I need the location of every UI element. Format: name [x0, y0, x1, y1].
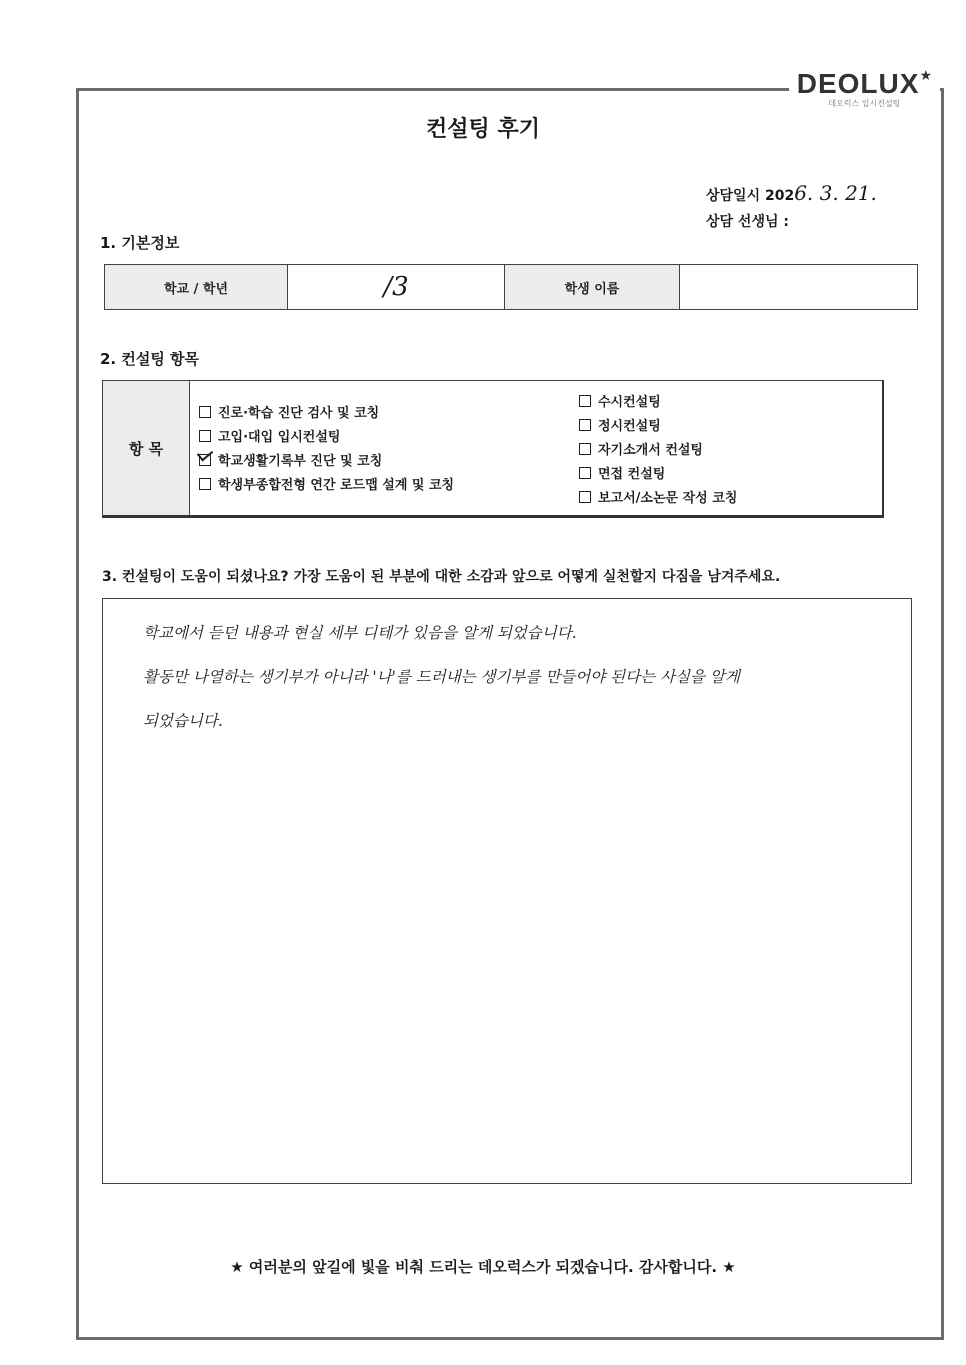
checkbox-icon	[579, 419, 591, 431]
answer-line: 학교에서 듣던 내용과 현실 세부 디테가 있음을 알게 되었습니다.	[143, 624, 577, 642]
checkbox-item[interactable]	[579, 391, 737, 415]
page-title: 컨설팅 후기	[426, 117, 540, 142]
school-grade-label: 학교 / 학년	[105, 265, 288, 310]
student-name-label: 학생 이름	[505, 265, 680, 310]
checkbox-label: 진로·학습 진단 검사 및 코칭	[218, 406, 380, 421]
checked-checkbox-icon	[199, 454, 211, 466]
school-grade-value: /3	[383, 272, 409, 302]
brand-name: DEOLUX	[796, 68, 920, 99]
section2-heading: 2. 컨설팅 항목	[100, 350, 200, 368]
checkbox-label: 면접 컨설팅	[598, 467, 666, 482]
section3-question: 3. 컨설팅이 도움이 되셨나요? 가장 도움이 된 부분에 대한 소감과 앞으로 어떻게 실천할지 다짐을 남겨주세요.	[102, 569, 781, 585]
checkbox-icon	[199, 406, 211, 418]
checkbox-item[interactable]	[579, 487, 737, 511]
checkbox-label: 고입·대입 입시컨설팅	[218, 430, 341, 445]
footer-message: ★ 여러분의 앞길에 빛을 비춰 드리는 데오럭스가 되겠습니다. 감사합니다. ★	[230, 1258, 736, 1276]
student-name-field[interactable]	[680, 265, 918, 310]
checkbox-item[interactable]	[579, 439, 737, 463]
brand-subtitle: 데오럭스 입시컨설팅	[828, 99, 901, 108]
checkbox-label: 학교생활기록부 진단 및 코칭	[218, 454, 383, 469]
handwritten-answer	[143, 611, 913, 743]
basic-info-table	[104, 264, 918, 310]
checkbox-label: 보고서/소논문 작성 코칭	[598, 491, 738, 506]
items-label: 항 목	[103, 381, 190, 515]
checkbox-icon	[579, 443, 591, 455]
teacher-label: 상담 선생님 :	[706, 214, 789, 230]
checkbox-icon	[199, 478, 211, 490]
checkbox-icon	[579, 491, 591, 503]
checkbox-item[interactable]	[579, 415, 737, 439]
checkbox-item[interactable]	[579, 463, 737, 487]
checkbox-label: 수시컨설팅	[598, 395, 661, 410]
checkbox-icon	[579, 395, 591, 407]
section1-heading: 1. 기본정보	[100, 234, 180, 252]
checkbox-label: 정시컨설팅	[598, 419, 661, 434]
left-checklist	[199, 402, 454, 498]
checkbox-icon	[579, 467, 591, 479]
brand-star-icon: ★	[919, 68, 932, 84]
answer-line: 되었습니다.	[143, 712, 223, 730]
checkbox-label: 학생부종합전형 연간 로드맵 설계 및 코칭	[218, 478, 455, 493]
date-label: 상담일시 202	[706, 188, 795, 204]
checkbox-item[interactable]	[199, 474, 454, 498]
school-grade-field[interactable]	[288, 265, 505, 310]
checkbox-item[interactable]	[199, 450, 454, 474]
consult-meta	[706, 180, 877, 235]
brand-logo	[789, 68, 940, 109]
checkbox-icon	[199, 430, 211, 442]
checkbox-label: 자기소개서 컨설팅	[598, 443, 703, 458]
checkbox-item[interactable]	[199, 426, 454, 450]
answer-line: 활동만 나열하는 생기부가 아니라 '나'를 드러내는 생기부를 만들어야 된다는 사실을 알게	[143, 668, 740, 686]
review-answer-box[interactable]	[102, 598, 912, 1184]
date-value[interactable]: 6. 3. 21.	[794, 181, 877, 205]
right-checklist	[579, 391, 737, 511]
checkbox-item[interactable]	[199, 402, 454, 426]
consulting-items-table	[102, 380, 884, 518]
